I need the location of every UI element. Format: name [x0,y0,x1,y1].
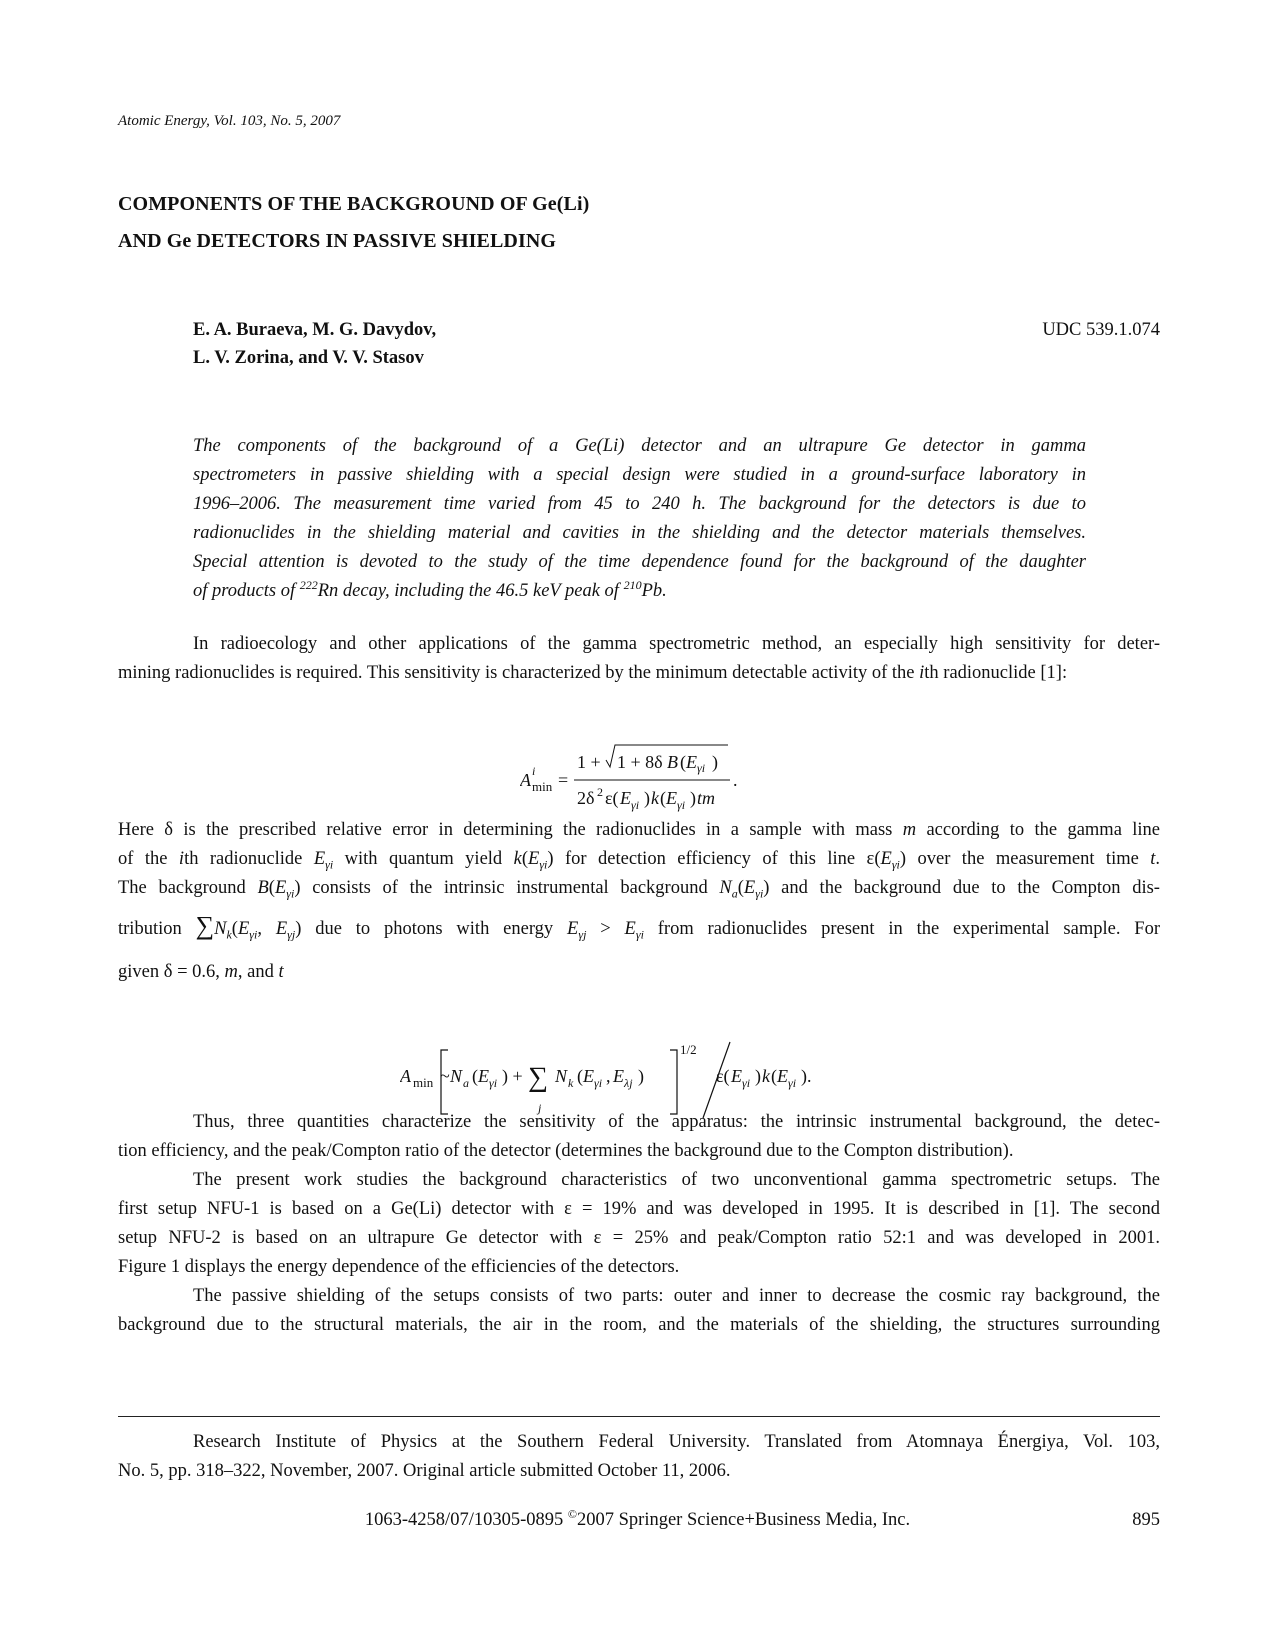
text-line: setup NFU-2 is based on an ultrapure Ge detector with ε = 25% and peak/Compton ratio 52:1 and was developed in 2001. [118,1228,1160,1248]
paragraph-definitions [118,816,1160,987]
abstract-line: Special attention is devoted to the study of the time dependence found for the background of the daughter [193,552,1086,572]
abstract-line: The components of the background of a Ge(Li) detector and an ultrapure Ge detector in gamma [193,436,1086,456]
svg-text:): ) [755,1066,761,1086]
svg-text:): ) [690,788,696,808]
svg-text:).: ). [801,1066,812,1086]
authors-line-1: E. A. Buraeva, M. G. Davydov, [193,320,437,340]
text-line: The background $B(E_{\gamma i})$ consists of the intrinsic instrumental background $N_a(E_{\gamma i})$ and the background due to the Compton dis- [118,878,1160,901]
paragraph-shielding [118,1282,1160,1340]
footnote-line: Research Institute of Physics at the Southern Federal University. Translated from Atomnaya Énergiya, Vol. 103, [193,1432,1160,1452]
svg-text:1/2: 1/2 [680,1042,697,1057]
svg-text:min: min [532,779,553,794]
svg-text:2: 2 [597,785,603,799]
footnote [118,1428,1160,1486]
footnote-line: No. 5, pp. 318–322, November, 2007. Original article submitted October 11, 2006. [118,1461,731,1481]
svg-text:(: ( [660,788,666,808]
svg-text:(: ( [577,1066,583,1086]
svg-text:λj: λj [624,1076,633,1090]
svg-text:E: E [478,1066,489,1086]
svg-text:min: min [413,1075,434,1090]
svg-text:): ) [712,752,718,772]
text-line: The present work studies the background characteristics of two unconventional gamma spectrometric setups. The [193,1170,1160,1190]
svg-text:tm: tm [697,788,715,808]
svg-text:N: N [555,1066,568,1086]
svg-text:E: E [686,752,697,772]
svg-text:.: . [733,770,738,790]
footnote-divider [118,1416,1160,1417]
svg-text:γi: γi [594,1076,603,1090]
article-title-line-1: COMPONENTS OF THE BACKGROUND OF Ge(Li) [118,193,590,215]
svg-text:k: k [568,1076,574,1090]
svg-text:k: k [651,788,659,808]
svg-text:E: E [613,1066,624,1086]
svg-text:ε(: ε( [716,1066,730,1086]
svg-text:1 +: 1 + [577,752,601,772]
text-line: first setup NFU-1 is based on a Ge(Li) detector with ε = 19% and was developed in 1995. It is described in [1]. The second [118,1199,1160,1219]
svg-text:a: a [463,1076,469,1090]
svg-text:γi: γi [788,1076,797,1090]
abstract [193,432,1086,606]
text-line: tion efficiency, and the peak/Compton ratio of the detector (determines the background due to the Compton distribution). [118,1141,1014,1161]
svg-text:k: k [762,1066,770,1086]
text-line: Here δ is the prescribed relative error in determining the radionuclides in a sample with mass m according to the gamma line [118,820,1160,840]
abstract-last-line: of products of $^{222}$Rn decay, including the 46.5 keV peak of $^{210}$Pb. [193,577,667,601]
abstract-line: 1996–2006. The measurement time varied from 45 to 240 h. The background for the detectors is due to [193,494,1086,514]
svg-text:) +: ) + [502,1066,523,1086]
text-line: tribution $\sum N_k(E_{\gamma i}$, $E_{\gamma j}$) due to photons with energy $E_{\gamma j} > E_{\gamma i}$ from radionuclides present in the experimental sample. For [118,911,1160,942]
svg-text:A: A [400,1066,411,1086]
svg-text:A: A [520,770,531,790]
svg-text:E: E [777,1066,788,1086]
svg-text:γi: γi [697,761,706,775]
svg-text:,: , [606,1066,611,1086]
abstract-line: radionuclides in the shielding material and cavities in the shielding and the detector materials themselves. [193,523,1086,543]
udc-code: UDC 539.1.074 [1042,320,1160,340]
paragraph-sensitivity [118,1108,1160,1166]
svg-text:N: N [450,1066,463,1086]
text-line: background due to the structural materials, the air in the room, and the materials of the shielding, the structures surrounding [118,1315,1160,1335]
authors-line-2: L. V. Zorina, and V. V. Stasov [193,348,424,368]
svg-text:): ) [638,1066,644,1086]
svg-text:E: E [583,1066,594,1086]
svg-text:2δ: 2δ [577,788,595,808]
article-title-line-2: AND Ge DETECTORS IN PASSIVE SHIELDING [118,230,557,252]
text-line: Thus, three quantities characterize the sensitivity of the apparatus: the intrinsic instrumental background, the detec- [193,1112,1160,1132]
svg-text:γi: γi [631,798,640,812]
text-line: Figure 1 displays the energy dependence of the efficiencies of the detectors. [118,1257,680,1277]
journal-header: Atomic Energy, Vol. 103, No. 5, 2007 [118,113,341,129]
svg-text:=: = [558,770,569,790]
svg-text:γi: γi [742,1076,751,1090]
svg-text:~: ~ [440,1066,450,1086]
svg-text:): ) [644,788,650,808]
svg-text:∑: ∑ [528,1062,548,1093]
text-line: of the ith radionuclide $E_{\gamma i}$ with quantum yield $k(E_{\gamma i})$ for detection efficiency of this line $\varepsilon(E_{\gamma i})$ over the measurement time t. [118,849,1161,872]
text-line: In radioecology and other applications of the gamma spectrometric method, an especially high sensitivity for deter- [193,634,1160,654]
svg-text:γi: γi [677,798,686,812]
svg-text:ε(: ε( [605,788,619,808]
svg-text:E: E [731,1066,742,1086]
svg-text:E: E [620,788,631,808]
svg-text:B: B [667,752,678,772]
copyright-line: 1063-4258/07/10305-0895 ©2007 Springer Science+Business Media, Inc. [364,1506,911,1530]
svg-text:(: ( [472,1066,478,1086]
svg-text:1 + 8δ: 1 + 8δ [617,752,663,772]
equation-amin [520,742,780,812]
text-line: given δ = 0.6, m, and t [118,962,284,982]
paragraph-intro [118,630,1160,688]
svg-text:i: i [532,764,536,778]
svg-text:γi: γi [489,1076,498,1090]
svg-text:(: ( [771,1066,777,1086]
svg-text:j: j [538,1101,542,1115]
svg-text:(: ( [680,752,686,772]
page-number: 895 [1132,1510,1160,1530]
paragraph-setups [118,1166,1160,1282]
abstract-line: spectrometers in passive shielding with a special design were studied in a ground-surface laboratory in [193,465,1086,485]
text-line: mining radionuclides is required. This sensitivity is characterized by the minimum detectable activity of the ith radionuclide [1]: [118,663,1068,683]
svg-text:E: E [666,788,677,808]
text-line: The passive shielding of the setups consists of two parts: outer and inner to decrease the cosmic ray background, the [193,1286,1160,1306]
